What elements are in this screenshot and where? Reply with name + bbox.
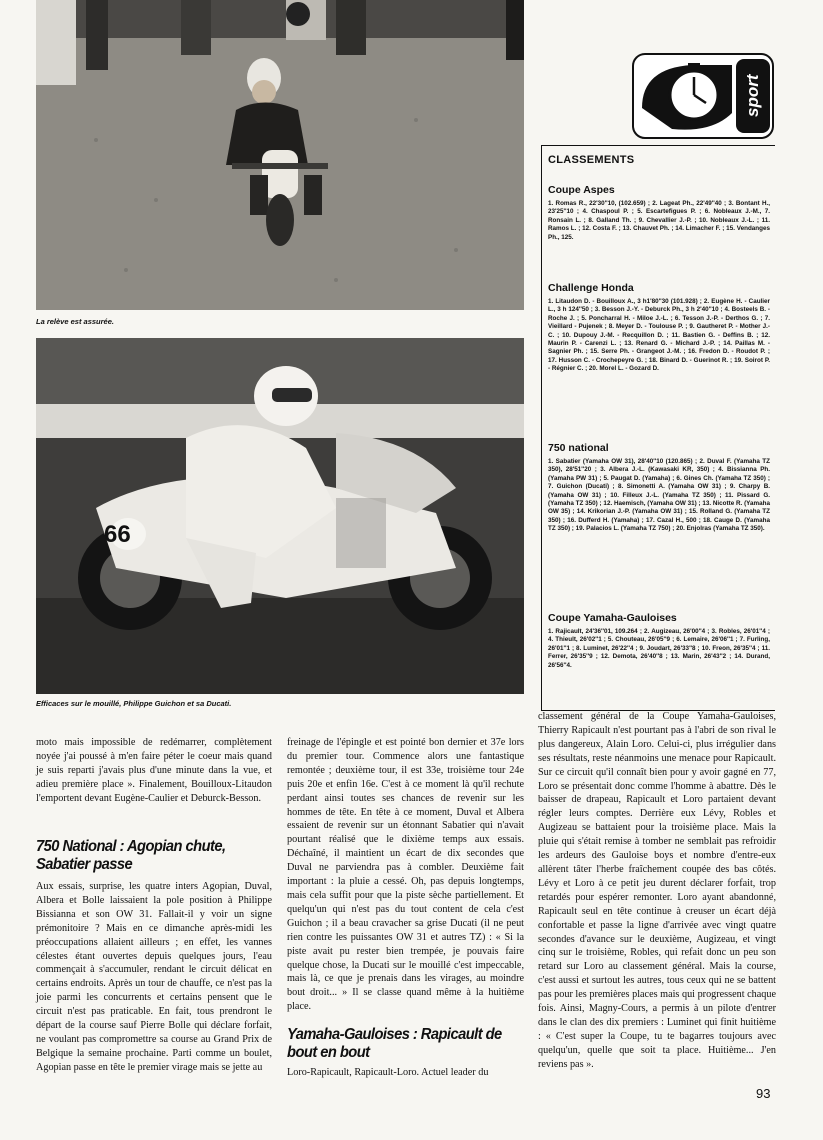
results-box (541, 145, 775, 711)
section-title: Coupe Yamaha-Gauloises (548, 612, 677, 624)
article-col3-body: classement général de la Coupe Yamaha-Gauloises, Thierry Rapicault n'est pourtant pas à l'abri de son rival le plus dangereux, Alain Loro. Celui-ci, plus irrégulier dans ses résultats, reste néanmoins une menace pour Rapicault. Sur ce circuit qu'il connaît bien pour y avoir gagné en 77, Loro se présentait donc comme l'homme à abattre. Dès le baisser de drapeau, Rapicault et Loro partaient devant régler leurs comptes. Derrière eux Lévy, Robles et Augizeau se battaient pour la troisième place. Mais la pluie qui s'était remise à tomber ne semblait pas refroidir les ardeurs des Gauloise boys et nombre d'entre-eux allèrent tâter l'herbe fraîchement coupée des bas côtés. Lévy et Loro à ce petit jeu durent déclarer forfait, trop retardés pour espérer remonter. Loro ayant abandonné, Rapicault seul en tête continue à creuser un écart déjà confortable et passe la ligne d'arrivée avec vingt quatre secondes d'avance sur le deuxième, Augizeau, et vingt cinq sur le troisième, Robles, qui refait donc un peu son retard sur Loro au classement général. Mais la course, c'est aussi et surtout les autres, tous ceux qui ne se battent pas pour les premières places mais qui progressent chaque fois. Ainsi, Magny-Cours, a permis à un pilote d'entrer dans le clan des dix premiers : Luminet qui finit huitième : « C'est super la Coupe, tu te bagarres toujours avec quelqu'un, quelle que soit ta place. Huitième... J'en reviens pas ». (538, 711, 776, 1070)
section-title: Challenge Honda (548, 282, 634, 294)
results-section-challenge-honda (548, 282, 770, 374)
article-col2-end: Loro-Rapicault, Rapicault-Loro. Actuel leader du (287, 1067, 489, 1078)
results-title: CLASSEMENTS (548, 154, 635, 166)
article-col1-body: Aux essais, surprise, les quatre inters Agopian, Duval, Albera et Bolle laissaient la pole position à Philippe Bissianna et son OW 31. Fallait-il y voir un signe prémonitoire ? Mais en ce dimanche après-midi les préoccupations allaient ailleurs ; en effet, les vannes célestes étant ouvertes depuis quelques jours, l'eau commençait à s'accumuler, rendant le circuit délicat en certains endroits. Après un tour de chauffe, ce n'est pas la joie parmi les concurrents et certains pensent que le circuit n'est pas praticable. En fait, tous prendront le départ de la course sauf Pierre Bolle qui déclare forfait, ne voulant pas compromettre sa course au Grand Prix de Belgique la semaine prochaine. Parti comme un boulet, Agopian passe en tête le premier virage mais se jette au (36, 881, 272, 1073)
article-col1-intro: moto mais impossible de redémarrer, complètement noyée j'ai poussé à m'en faire péter le coeur mais quand je suis reparti j'avais plus d'une minute dans la vue, et adieu première place ». Finalement, Bouilloux-Litaudon l'emportent devant Eugène-Caulier et Deburck-Besson. (36, 737, 272, 804)
article-heading-yamaha-gauloises: Yamaha-Gauloises : Rapicault de bout en bout (287, 1026, 502, 1061)
section-title: 750 national (548, 442, 609, 454)
sport-logo (632, 53, 774, 139)
svg-text:66: 66 (104, 521, 131, 548)
logo-text: sport (743, 74, 762, 118)
article-col2-body: freinage de l'épingle et est pointé bon dernier et 37e lors du premier tour. Commence alors une fantastique remontée ; deuxième tour, il est 33e, troisième tour 24e puis 20e et enfin 16e. C'est à ce moment là qu'il rechute perdant ainsi toutes ses chances de revenir sur les hommes de tête. En tête à ce moment, Duval et Albera essaient de revenir sur un étonnant Sabatier qui n'avait pourtant réalisé que le dixième temps aux essais. Déchaîné, il maintient un écart de dix secondes que Duval ne parviendra pas à combler. Deuxième fait important : la pluie a cessé. Oh, pas depuis longtemps, mais cela suffit pour que la piste sèche partiellement. Et quelqu'un qui n'est pas du tout content de cela c'est Guichon ; il a beau cravacher sa grise Ducati (il ne peut rien contre les puissantes OW 31 et autres TZ) : « Si la piste avait pu rester bien trempée, je pouvais faire quelque chose, la Ducati sur le mouillé c'est impeccable, mais là, ce que je prenais dans les virages, au moindre bout droit... » Il se classe quand même à la huitième place. (287, 737, 524, 1013)
section-text: 1. Rajicault, 24'36''01, 109.264 ; 2. Augizeau, 26'00''4 ; 3. Robles, 26'01''4 ; 4. Thieult, 26'02''1 ; 5. Chouteau, 26'05''9 ; 6. Lemaire, 26'06''1 ; 7. Furling, 26'01''1 ; 8. Luminet, 26'22''4 ; 9. Joudart, 26'33''8 ; 10. Freon, 26'35''4 ; 11. Ferrer, 26'35''9 ; 12. Demota, 26'40''8 ; 13. Marin, 26'43''2 ; 14. Durand, 26'56''4. (548, 628, 770, 669)
photo2-caption: Efficaces sur le mouillé, Philippe Guichon et sa Ducati. (36, 699, 232, 708)
section-title: Coupe Aspes (548, 184, 615, 196)
page-number: 93 (756, 1086, 771, 1101)
section-text: 1. Sabatier (Yamaha OW 31), 28'40''10 (120.865) ; 2. Duval F. (Yamaha TZ 350), 28'51''20 ; 3. Albera J.-L. (Kawasaki KR, 350) ; 4. Bissianna Ph. (Yamaha PW 31) ; 5. Paugat D. (Yamaha) ; 6. Gines Ch. (Yamaha TZ 350) ; 7. Guichon (Ducati) ; 8. Simonetti A. (Yamaha OW 31) ; 9. Charpy B. (Yamaha OW 31) ; 10. Filleux J.-L. (Yamaha TZ 350) ; 11. Pissard G. (Yamaha TZ 350) ; 12. Haemisch, (Yamaha OW 31) ; 13. Nicotte R. (Yamaha OW 35) ; 14. Krikorian J.-P. (Yamaha OW 31) ; 15. Rolland G. (Yamaha TZ 350) ; 16. Dufferd H. (Yamaha) ; 17. Cazal H., 500 ; 18. Cauge D. (Yamaha TZ 350) ; 19. Palacios L. (Yamaha TZ 750) ; 20. Enjolras (Yamaha TZ 350). (548, 458, 770, 533)
photo-child-minibike-image (36, 0, 524, 310)
results-section-coupe-yamaha-gauloises (548, 612, 770, 670)
results-section-coupe-aspes (548, 184, 770, 242)
photo-racer-ducati-image (36, 338, 524, 694)
results-section-750-national (548, 442, 770, 534)
photo1-caption: La relève est assurée. (36, 317, 114, 326)
article-heading-750-national: 750 National : Agopian chute, Sabatier passe (36, 838, 226, 873)
photo-racer-ducati (36, 338, 524, 694)
photo-child-minibike (36, 0, 524, 310)
section-text: 1. Romas R., 22'30''10, (102.659) ; 2. Lageat Ph., 22'49''40 ; 3. Bontant H., 23'25''10 ; 4. Chaspoul P. ; 5. Escartefigues P. ; 6. Nobleaux J.-M., 7. Ronsain L. ; 8. Galland Th. ; 9. Chevallier J.-P. ; 10. Nobleaux J.-L. ; 11. Ramos L. ; 12. Costa F. ; 13. Chauvet Ph. ; 14. Limacher F. ; 15. Vendanges Ph., 125. (548, 200, 770, 241)
section-text: 1. Litaudon D. - Bouilloux A., 3 h1'80''30 (101.928) ; 2. Eugène H. - Caulier L., 3 h 124''50 ; 3. Besson J.-Y. - Deburck Ph., 3 h 2'40''10 ; 4. Bosteels B. - Roche J. ; 5. Poncharral H. - Miloe J.-L. ; 6. Tesson J.-P. - Derthos G. ; 7. Vieillard - Pujenek ; 8. Meyer D. - Toulouse P. ; 9. Gautheret P. - Mother J.-C. ; 10. Dupouy J.-M. - Recquillon D. ; 11. Bastien G. - Deffins B. ; 12. Maurin P. - Carenzi L. ; 13. Renard G. - Michard J.-P. ; 14. Paillas M. - Sagnier Ph. ; 15. Serre Ph. - Grangeot J.-M. ; 16. Fredon D. - Roudot P. ; 17. Husson C. - Crochepeyre G. ; 18. Binard D. - Guerinot R. ; 19. Soirot P. - Régnier C. ; 20. Morel L. - Gozard D. (548, 298, 770, 373)
